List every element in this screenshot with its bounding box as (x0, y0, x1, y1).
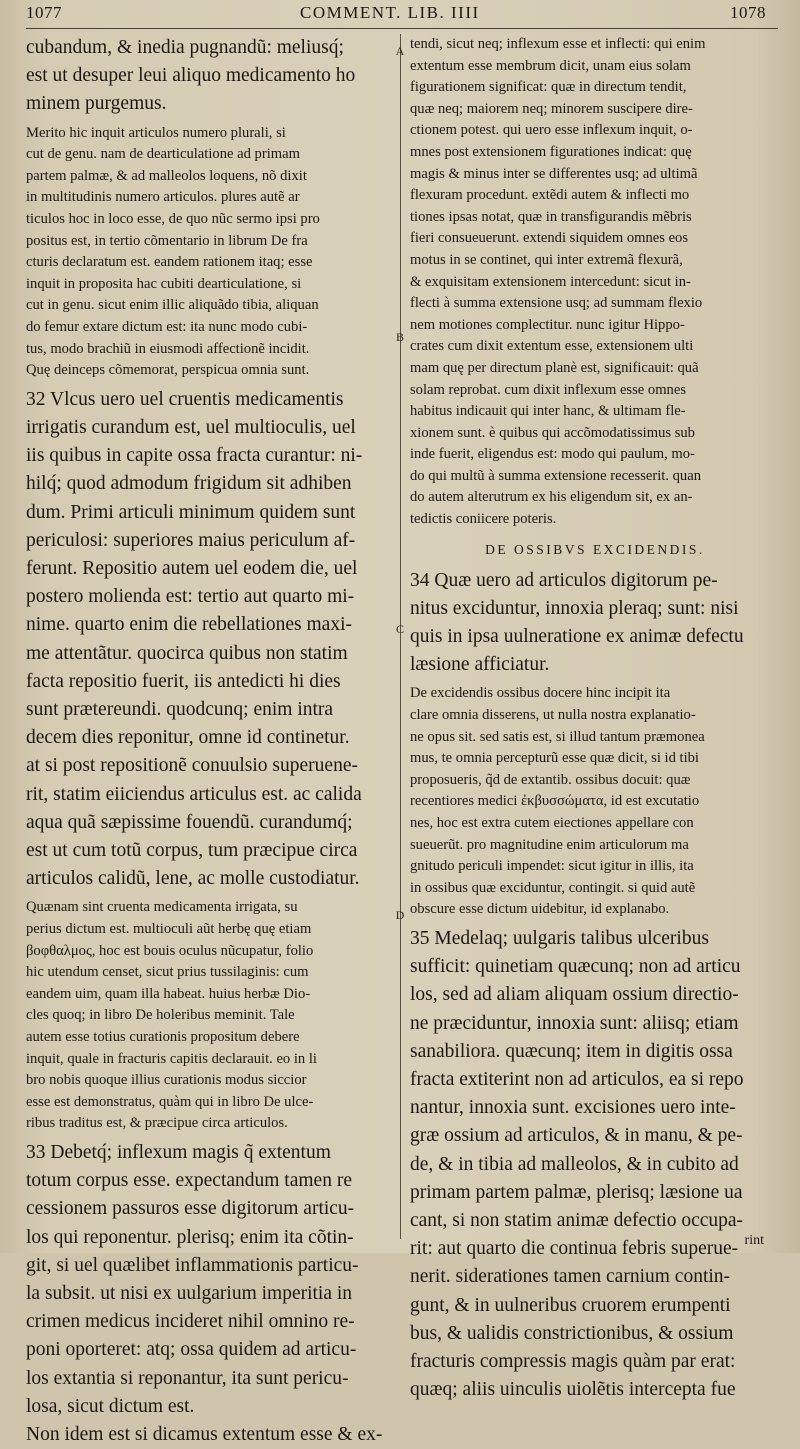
text-line: proposueris, q̃d de extantib. ossibus docuit: quæ (410, 771, 691, 788)
text-line: bro nobis quoque illius curationis modus siccior (26, 1072, 307, 1089)
text-line: decem dies reponitur, omne id continetur. (26, 727, 350, 749)
text-line: sueuerũt. pro magnitudine enim articulorum ma (410, 836, 689, 853)
text-line: perius dictum est. multioculi aũt herbę quę etiam (26, 920, 312, 937)
text-line: cles quoq; in libro De holeribus meminit. Tale (26, 1007, 295, 1024)
page-header (0, 0, 800, 30)
text-line: losa, sicut dictum est. (26, 1395, 195, 1417)
text-line: clare omnia disserens, ut nulla nostra explanatio- (410, 707, 696, 724)
text-line: do femur extare dictum est: ita nunc modo cubi- (26, 318, 308, 335)
text-line: cessionem passuros esse digitorum articu- (26, 1198, 355, 1220)
text-line: cut in genu. sicut enim illic aliquãdo tibia, aliquan (26, 297, 319, 314)
text-line: partem palmæ, & ad malleolos loquens, nõ dixit (26, 167, 307, 184)
text-line: De excidendis ossibus docere hinc incipit ita (410, 685, 671, 702)
text-line: solam reprobat. cum dixit inflexum esse omnes (410, 381, 687, 398)
text-line: figurationem significat: quæ in directum tendit, (410, 79, 687, 96)
left-column (26, 34, 392, 1449)
text-line: fracta extiterint non ad articulos, ea si repo (410, 1069, 744, 1091)
text-line: sunt prætereundi. quodcunq; enim intra (26, 698, 334, 720)
text-line: crates cum dixit extentum esse, extensionem ulti (410, 338, 694, 355)
text-paragraph (26, 1139, 392, 1449)
text-line: fracturis compressis magis quàm par erat: (410, 1351, 736, 1373)
text-line: nime. quarto enim die rebellationes maxi- (26, 614, 352, 636)
text-line: totum corpus esse. expectandum tamen re (26, 1170, 352, 1192)
text-line: mam quę per directum planè est, significauit: quã (410, 359, 699, 376)
text-line: ctionem potest. qui uero esse inflexum inquit, o- (410, 122, 693, 139)
text-line: gnitudo periculi impendet: sicut igitur in illis, ita (410, 858, 694, 875)
running-title: COMMENT. LIB. IIII (300, 3, 480, 22)
text-line: 34 Quæ uero ad articulos digitorum pe- (410, 569, 718, 591)
text-line: los, sed ad aliam aliquam ossium directio- (410, 984, 739, 1006)
margin-marker-d: D (395, 908, 405, 922)
text-line: bus, & ualidis constrictionibus, & ossium (410, 1322, 734, 1344)
margin-marker-a: A (395, 44, 405, 58)
header-rule (26, 28, 778, 29)
commentary-paragraph (26, 123, 392, 382)
commentary-paragraph (26, 897, 392, 1135)
text-line: ferunt. Repositio autem uel eodem die, uel (26, 557, 358, 579)
text-paragraph (26, 386, 392, 894)
text-line: quæ neq; maiorem neq; minorem suscipere dire- (410, 100, 693, 117)
text-line: rit, statim eiiciendus articulus est. ac calida (26, 783, 362, 805)
text-line: autem esse totius curationis propositum debere (26, 1028, 300, 1045)
text-line: postero molienda est: tertio aut quarto mi- (26, 586, 355, 608)
text-line: 32 Vlcus uero uel cruentis medicamentis (26, 388, 344, 410)
text-line: inquit, quale in fracturis capitis declarauit. eo in li (26, 1050, 317, 1067)
text-line: positus est, in tertio cõmentario in librum De fra (26, 232, 308, 249)
text-line: at si post repositionẽ conuulsio superuene- (26, 755, 358, 777)
text-line: Merito hic inquit articulos numero plurali, si (26, 124, 286, 141)
text-line: crimen medicus incideret nihil omnino re- (26, 1311, 355, 1333)
text-line: mnes post extensionem figurationes indicat: quę (410, 143, 692, 160)
text-line: gunt, & in uulneribus cruorem erumpenti (410, 1294, 731, 1316)
text-line: & exquisitam extensionem intercedunt: sicut in- (410, 273, 691, 290)
text-line: iis quibus in capite ossa fracta curantur: ni- (26, 445, 363, 467)
text-line: primam partem palmæ, plerisq; læsione ua (410, 1181, 743, 1203)
text-line: recentiores medici ἐκβυσσώματα, id est excutatio (410, 793, 700, 810)
text-line: esse est demonstratus, quàm qui in libro De ulce- (26, 1093, 314, 1110)
margin-marker-c: C (395, 622, 404, 636)
page-number-left: 1077 (26, 3, 62, 22)
text-line: tiones ipsas notat, quæ in transfigurandis mẽbris (410, 208, 692, 225)
section-heading (410, 539, 780, 561)
text-line: magis & minus inter se differentes usq; ad ultimã (410, 165, 698, 182)
catchword: rint (744, 1233, 764, 1248)
text-line: est ut desuper leui aliquo medicamento ho (26, 65, 356, 87)
text-line: minem purgemus. (26, 93, 167, 115)
text-line: tedictis coniicere poteris. (410, 511, 557, 528)
text-line: cut de genu. nam de dearticulatione ad primam (26, 146, 300, 163)
text-line: quæq; aliis uinculis uiolẽtis intercepta fue (410, 1379, 736, 1401)
text-paragraph (26, 34, 392, 119)
text-line: git, si uel quælibet inflammationis particu- (26, 1254, 359, 1276)
text-line: quis in ipsa uulneratione ex animæ defectu (410, 626, 744, 648)
text-line: tendi, sicut neq; inflexum esse et inflecti: qui enim (410, 36, 706, 52)
text-line: hilq́; quod admodum frigidum sit adhiben (26, 473, 352, 495)
page-number-right: 1078 (730, 3, 766, 22)
text-line: flecti à summa extensione usq; ad summam flexio (410, 295, 703, 312)
text-line: in ossibus quæ exciduntur, contingit. si quid autẽ (410, 879, 696, 896)
text-line: poni oporteret: atq; ossa quidem ad articu- (26, 1339, 357, 1361)
text-paragraph (410, 567, 780, 680)
text-line: flexuram procedunt. extẽdi autem & inflecti mo (410, 187, 690, 204)
text-line: dum. Primi articuli minimum quidem sunt (26, 501, 356, 523)
right-column (410, 34, 780, 1404)
text-line: xionem sunt. è quibus qui accõmodatissimus sub (410, 424, 695, 441)
text-line: læsione afficiatur. (410, 654, 550, 676)
text-line: do qui multũ à summa extensione recesserit. quan (410, 467, 701, 484)
text-line: los extantia si reponantur, ita sunt pericu- (26, 1367, 349, 1389)
text-line: ne opus sit. sed satis est, si illud tantum præmonea (410, 728, 705, 745)
text-line: irrigatis curandum est, uel multioculis, uel (26, 416, 356, 438)
text-line: inquit in proposita hac cubiti dearticulatione, si (26, 275, 302, 292)
text-line: ne præciduntur, innoxia sunt: aliisq; etiam (410, 1012, 739, 1034)
text-line: habitus indicauit qui inter hanc, & ultimam fle- (410, 403, 686, 420)
text-line: do autem alterutrum ex his eligendum sit, ex an- (410, 489, 693, 506)
text-line: DE OSSIBVS EXCIDENDIS. (485, 541, 705, 557)
text-line: la subsit. ut nisi ex uulgarium imperitia in (26, 1282, 353, 1304)
text-line: facta repositio fuerit, iis antedicti hi dies (26, 670, 341, 692)
text-line: ticulos hoc in loco esse, de quo nũc sermo ipsi pro (26, 210, 320, 227)
text-line: mus, te omnia percepturũ esse quæ dicit, si id tibi (410, 750, 699, 767)
text-line: eandem uim, quam illa habeat. huius herbæ Dio- (26, 985, 311, 1002)
commentary-paragraph (410, 683, 780, 921)
text-line: cturis declaratum est. eandem rationem itaq; esse (26, 254, 313, 271)
text-line: articulos calidũ, lene, ac molle custodiatur. (26, 868, 360, 890)
text-line: fieri consueuerunt. extendi siquidem omnes eos (410, 230, 689, 247)
text-line: hic utendum censet, sicut prius tussilaginis: cum (26, 964, 309, 981)
text-line: cubandum, & inedia pugnandũ: meliusq́; (26, 37, 344, 58)
text-line: me attentãtur. quocirca quibus non statim (26, 642, 348, 664)
text-line: in multitudinis numero articulos. plures autẽ ar (26, 189, 300, 206)
text-line: de, & in tibia ad malleolos, & in cubito ad (410, 1153, 739, 1175)
text-line: periculosi: superiores maius periculum af- (26, 529, 356, 551)
text-line: motus in se continet, qui inter extremã flexurã, (410, 251, 683, 268)
text-paragraph (410, 925, 780, 1404)
text-line: 35 Medelaq; uulgaris talibus ulceribus (410, 928, 709, 949)
text-line: græ ossium ad articulos, & in manu, & pe- (410, 1125, 743, 1147)
paragraph-gap (410, 531, 780, 535)
text-line: Quænam sint cruenta medicamenta irrigata, su (26, 899, 298, 916)
text-line: nes, hoc est extra cutem eiectiones appellare con (410, 815, 694, 832)
text-line: inde fuerit, eligendus est: modo qui paulum, mo- (410, 446, 695, 463)
text-line: sanabiliora. quæcunq; item in digitis ossa (410, 1040, 733, 1062)
text-line: tus, modo brachiũ in eiusmodi affectionẽ incidit. (26, 340, 310, 357)
text-line: nerit. siderationes tamen carnium contin- (410, 1266, 731, 1288)
text-line: est ut cum totũ corpus, tum præcipue circa (26, 839, 358, 861)
text-line: nantur, innoxia sunt. excisiones uero inte- (410, 1097, 736, 1119)
text-line: βοφθαλμος, hoc est bouis oculus nũcupatur, folio (26, 942, 314, 959)
text-line: extentum esse membrum dicit, unam eius solam (410, 57, 691, 74)
text-line: obscure esse dictum uidebitur, id explanabo. (410, 901, 670, 918)
text-line: nitus exciduntur, innoxia pleraq; sunt: nisi (410, 597, 739, 619)
text-line: cant, si non statim animæ defectio occupa- (410, 1210, 744, 1232)
commentary-paragraph (410, 34, 780, 531)
text-line: sufficit: quinetiam quæcunq; non ad articu (410, 956, 741, 978)
margin-marker-b: B (395, 330, 404, 344)
text-line: Non idem est si dicamus extentum esse & ex- (26, 1423, 383, 1445)
text-line: rit: aut quarto die continua febris superue- (410, 1238, 739, 1260)
text-line: Quę deinceps cõmemorat, perspicua omnia sunt. (26, 362, 310, 379)
text-line: 33 Debetq́; inflexum magis q̃ extentum (26, 1141, 331, 1163)
text-line: nem motiones complectitur. nunc igitur Hippo- (410, 316, 685, 333)
text-line: aqua quã sæpissime fouendũ. curandumq́; (26, 811, 353, 833)
text-line: ribus traditus est, & præcipue circa articulos. (26, 1115, 288, 1132)
text-line: los qui reponentur. plerisq; enim ita cõtin- (26, 1226, 354, 1248)
